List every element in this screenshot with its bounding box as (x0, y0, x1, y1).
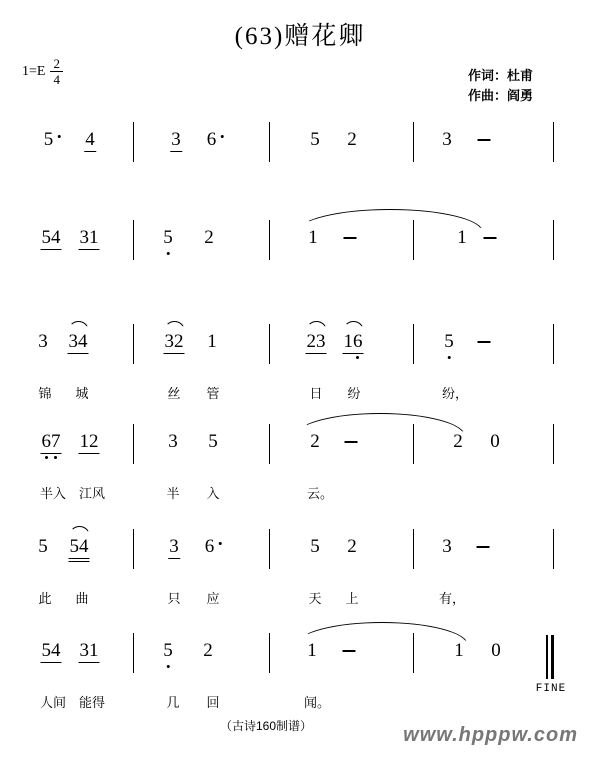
note-digit: 2 (453, 431, 463, 452)
note (43, 130, 62, 151)
note-digit: 0 (491, 640, 501, 661)
music-system (0, 432, 600, 524)
final-barline-thick (551, 635, 554, 679)
lyric-syllable: 几 (166, 695, 180, 710)
bar-line (413, 529, 414, 569)
lyric-syllable: 日 (309, 386, 323, 401)
lyric-syllable: 纷， (441, 386, 469, 401)
note (79, 641, 100, 663)
music-system (0, 130, 600, 222)
note-digit: 3 (164, 331, 174, 352)
bar-line (553, 324, 554, 364)
bar-line (133, 324, 134, 364)
note (490, 641, 502, 662)
note-digit: 3 (79, 227, 89, 248)
note-digit: 3 (79, 640, 89, 661)
augmentation-dot (218, 542, 221, 545)
note-digit: 2 (203, 640, 213, 661)
music-system (0, 228, 600, 320)
note (162, 228, 174, 249)
note-digit: 7 (51, 432, 61, 451)
note (69, 537, 90, 559)
note (441, 537, 453, 558)
slur-arc (343, 321, 363, 330)
lyric-syllable: 天 (308, 591, 322, 606)
key-prefix: 1=E (22, 63, 46, 79)
octave-dot (54, 456, 57, 459)
note-digit: 1 (308, 227, 318, 248)
bar-line (133, 424, 134, 464)
bar-line (269, 324, 270, 364)
note-digit: 5 (310, 536, 320, 557)
note-digit: 1 (89, 227, 99, 248)
slur-arc (306, 321, 326, 330)
note (167, 432, 179, 453)
note (489, 432, 501, 453)
note-digit: 5 (38, 536, 48, 557)
bar-line (133, 633, 134, 673)
note-digit: 5 (41, 640, 51, 661)
note (68, 332, 89, 354)
note-digit: 3 (169, 536, 179, 557)
lyric-syllable: 能得 (78, 695, 106, 710)
note-digit: 5 (208, 431, 218, 452)
note (37, 332, 49, 353)
note-digit: 2 (89, 431, 99, 452)
note-digit: 2 (347, 536, 357, 557)
lyric-syllable: 丝 (167, 386, 181, 401)
bar-line (269, 424, 270, 464)
note-digit: 5 (163, 228, 173, 247)
note-digit: 3 (68, 331, 78, 352)
bar-line (553, 529, 554, 569)
note-digit: 1 (343, 331, 353, 352)
lyric-syllable: 管 (206, 386, 220, 401)
note-digit: 3 (168, 431, 178, 452)
note-digit: 3 (442, 536, 452, 557)
lyric-syllable: 云。 (306, 486, 334, 501)
bar-line (553, 220, 554, 260)
lyric-syllable: 回 (206, 695, 220, 710)
note-digit: 6 (353, 332, 363, 351)
lyric-syllable: 曲 (75, 591, 89, 606)
dash-note (345, 441, 358, 443)
note (206, 332, 218, 353)
lyric-syllable: 上 (345, 591, 359, 606)
note (343, 332, 364, 354)
note-digit: 1 (307, 640, 317, 661)
note-digit: 2 (310, 431, 320, 452)
bar-line (413, 324, 414, 364)
note-digit: 1 (454, 640, 464, 661)
note (170, 130, 182, 152)
lyric-syllable: 应 (206, 591, 220, 606)
note (453, 641, 465, 662)
note (168, 537, 180, 559)
note-digit: 6 (206, 129, 217, 150)
note-digit: 3 (316, 331, 326, 352)
slur-arc (69, 526, 89, 535)
note (441, 130, 453, 151)
note (41, 641, 62, 663)
bar-line (133, 220, 134, 260)
augmentation-dot (220, 135, 223, 138)
lyric-syllable: 人间 (39, 695, 67, 710)
bar-line (269, 122, 270, 162)
lyric-syllable: 半 (166, 486, 180, 501)
note-digit: 2 (174, 331, 184, 352)
lyric-syllable: 纷 (347, 386, 361, 401)
note (203, 228, 215, 249)
note-digit: 4 (78, 331, 88, 352)
note (79, 432, 100, 454)
note (306, 332, 327, 354)
note-digit: 1 (457, 227, 467, 248)
lyric-syllable: 半入 (39, 486, 67, 501)
dash-note (484, 237, 497, 239)
dash-note (344, 237, 357, 239)
note (202, 641, 214, 662)
note-digit: 2 (204, 227, 214, 248)
note-digit: 5 (444, 332, 454, 351)
note-digit: 5 (69, 536, 79, 557)
bar-line (133, 529, 134, 569)
note-digit: 5 (310, 129, 320, 150)
music-system (0, 537, 600, 629)
final-barline-thin (546, 635, 548, 679)
note-digit: 3 (38, 331, 48, 352)
watermark: www.hpppw.com (403, 724, 578, 746)
bar-line (553, 122, 554, 162)
lyric-syllable: 此 (38, 591, 52, 606)
lyric-syllable: 闻。 (303, 695, 331, 710)
note (206, 130, 225, 151)
fine-label: FINE (535, 683, 567, 695)
note-digit: 5 (41, 227, 51, 248)
octave-dot (45, 456, 48, 459)
note-digit: 3 (442, 129, 452, 150)
time-signature-denominator: 4 (53, 72, 60, 87)
augmentation-dot (57, 135, 60, 138)
octave-dot (167, 252, 170, 255)
lyric-syllable: 江风 (78, 486, 106, 501)
dash-note (477, 546, 490, 548)
note (309, 432, 321, 453)
page-title: (63)赠花卿 (234, 23, 366, 50)
note (443, 332, 455, 353)
footer-note: （古诗160制谱） (219, 719, 313, 733)
dash-note (343, 650, 356, 652)
note (346, 537, 358, 558)
note-digit: 4 (79, 536, 89, 557)
bar-line (413, 122, 414, 162)
note-digit: 2 (306, 331, 316, 352)
note-digit: 3 (171, 129, 181, 150)
lyric-syllable: 锦 (38, 386, 52, 401)
bar-line (133, 122, 134, 162)
note-digit: 1 (79, 431, 89, 452)
note-digit: 2 (347, 129, 357, 150)
bar-line (269, 529, 270, 569)
note (162, 641, 174, 662)
music-system (0, 332, 600, 424)
note-digit: 5 (163, 641, 173, 660)
note-digit: 4 (51, 227, 61, 248)
dash-note (478, 341, 491, 343)
lyric-syllable: 有， (438, 591, 466, 606)
note-digit: 1 (207, 331, 217, 352)
octave-dot (167, 665, 170, 668)
note (346, 130, 358, 151)
note-digit: 4 (85, 129, 95, 150)
note-digit: 6 (42, 432, 52, 451)
note (41, 228, 62, 250)
lyric-syllable: 入 (206, 486, 220, 501)
time-signature-numerator: 2 (50, 56, 63, 72)
bar-line (269, 220, 270, 260)
note-digit: 4 (51, 640, 61, 661)
lyric-syllable: 城 (75, 386, 89, 401)
note-digit: 0 (490, 431, 500, 452)
octave-dot (356, 356, 359, 359)
note (309, 130, 321, 151)
note (307, 228, 319, 249)
lyric-syllable: 只 (167, 591, 181, 606)
note (204, 537, 223, 558)
note (79, 228, 100, 250)
note (309, 537, 321, 558)
note (306, 641, 318, 662)
composer-credit: 作曲：阎勇 (468, 88, 534, 103)
slur-arc (164, 321, 184, 330)
octave-dot (448, 356, 451, 359)
note-digit: 5 (43, 129, 54, 150)
note-digit: 1 (89, 640, 99, 661)
note (41, 432, 62, 454)
note (37, 537, 49, 558)
dash-note (478, 139, 491, 141)
note (164, 332, 185, 354)
second-underline (69, 561, 90, 562)
lyricist-credit: 作词：杜甫 (468, 68, 534, 83)
note (452, 432, 464, 453)
slur-arc (68, 321, 88, 330)
bar-line (553, 424, 554, 464)
bar-line (269, 633, 270, 673)
note (207, 432, 219, 453)
note (456, 228, 468, 249)
note (84, 130, 96, 152)
note-digit: 6 (204, 536, 215, 557)
